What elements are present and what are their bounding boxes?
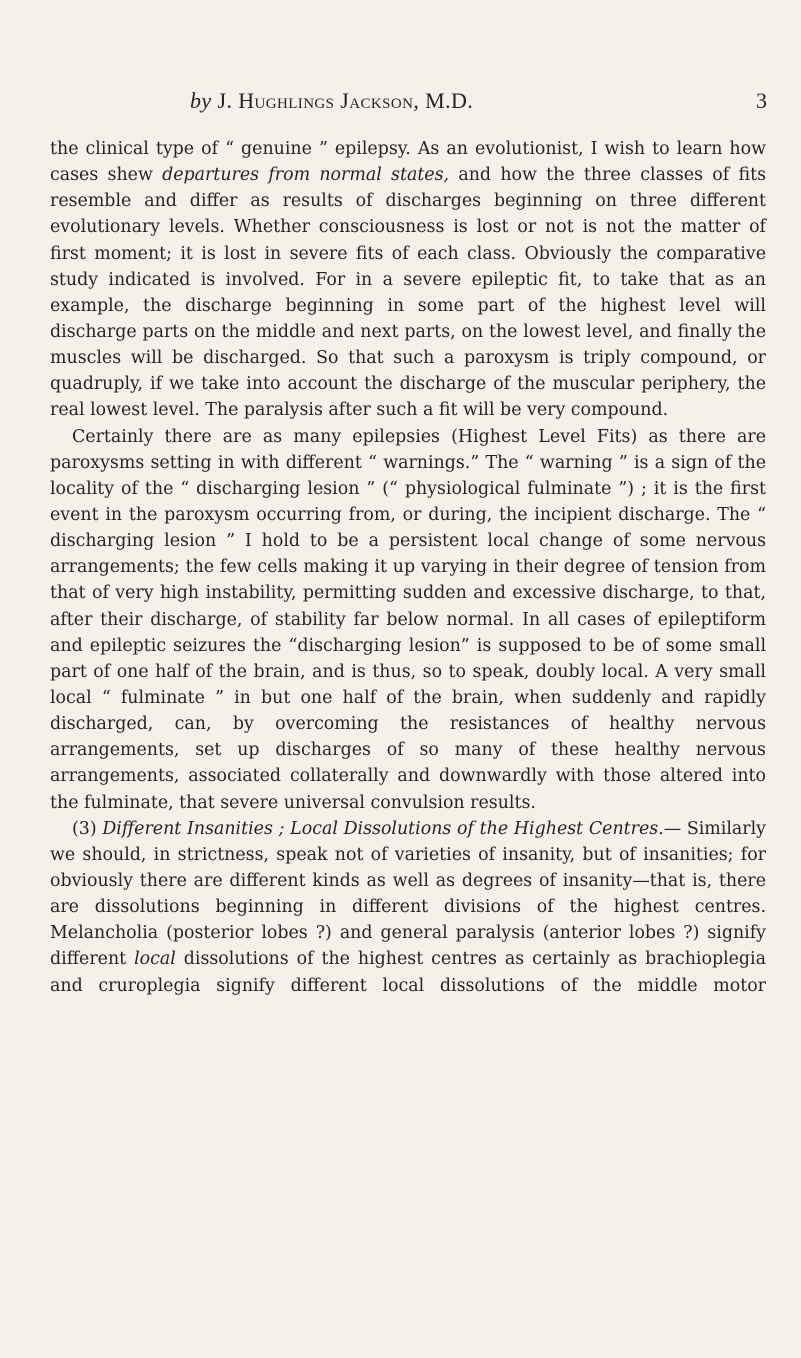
text-run: Certainly there are as many epilepsies (Highest Level Fits) as there are paroxysms setting in with different “ warnings.” The “ warning ” is a sign of the locality of the “ discharging lesion ” (“ physiological fulminate ”) ; it is the first event in the paroxysm occurring from, or during, the incipient discharge. The “ discharging lesion ” I hold to be a persistent local change of some nervous arrangements; the few cells making it up varying in their degree of tension from that of very high instability, permitting sudden and excessive discharge, to that, after their discharge, of stability far below normal. In all cases of epileptiform and epileptic seizures the “discharging lesion” is supposed to be of some small part of one half of the brain, and is thus, so to speak, doubly local. A very small local “ fulminate ” in but one half of the brain, when suddenly and rapidly discharged, can, by overcoming the resistances of healthy nervous arrangements, set up discharges of so many of these healthy nervous arrangements, associated collaterally and downwardly with those altered into the fulminate, that severe universal convulsion results.	[50, 426, 766, 813]
page-header	[0, 88, 801, 118]
paragraph	[50, 816, 766, 999]
running-head	[190, 88, 473, 114]
text-run: dissolutions of the highest centres as certainly as brachioplegia and cruroplegia signify different local dissolutions of the middle motor	[50, 949, 766, 996]
page-number: 3	[756, 88, 767, 113]
body-text	[50, 136, 766, 999]
italic-text: local	[134, 949, 176, 970]
running-head-by: by	[190, 88, 212, 113]
italic-text: departures from normal states,	[162, 165, 450, 186]
paragraph	[50, 136, 766, 424]
italic-text: Different Insanities ; Local Dissolutions of the Highest Centres.	[102, 818, 664, 839]
text-run: the clinical type of “ genuine ” epilepsy. As an evolutionist, I wish to learn how cases shew	[50, 139, 766, 186]
text-run: (3)	[72, 818, 103, 839]
text-run: — Similarly we should, in strictness, speak not of varieties of insanity, but of insanities; for obviously there are different kinds as well as degrees of insanity—that is, there are dissolutions beginning in different divisions of the highest centres. Melancholia (posterior lobes ?) and general paralysis (anterior lobes ?) signify different	[50, 818, 766, 970]
text-run: and how the three classes of fits resemble and differ as results of discharges beginning on three different evolutionary levels. Whether consciousness is lost or not is not the matter of first moment; it is lost in severe fits of each class. Obviously the comparative study indicated is involved. For in a severe epileptic fit, to take that as an example, the discharge beginning in some part of the highest level will discharge parts on the middle and next parts, on the lowest level, and finally the muscles will be discharged. So that such a paroxysm is triply compound, or quadruply, if we take into account the discharge of the muscular periphery, the real lowest level. The paralysis after such a fit will be very compound.	[50, 165, 767, 421]
running-head-author: J. Hughlings Jackson, M.D.	[217, 88, 474, 113]
paragraph	[50, 424, 766, 816]
